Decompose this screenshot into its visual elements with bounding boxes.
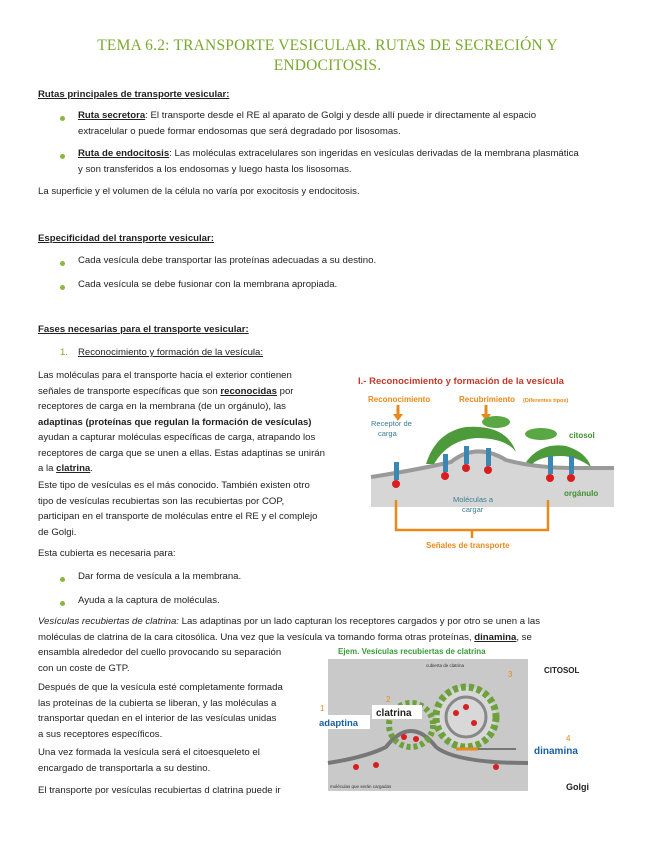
- figure-vesicle-formation: [356, 372, 614, 556]
- fig2-label-dynamin: dinamina: [534, 746, 578, 757]
- bullet-dot: [60, 151, 69, 160]
- fig2-num-3: 3: [508, 670, 513, 679]
- coat-protein: [525, 428, 557, 440]
- paragraph-coat-release: Después de que la vesícula esté completamente formada las proteínas de la cubierta se liberan, y las moléculas a transportar quedan en el interior de las vesículas unidas a sus receptores específicos.: [38, 682, 283, 740]
- fig1-label-molecules-2: cargar: [462, 505, 484, 514]
- fig1-label-recognition: Reconocimiento: [368, 395, 431, 404]
- fig1-label-molecules-1: Moléculas a: [453, 495, 494, 504]
- section-heading-specificity: Especificidad del transporte vesicular:: [38, 233, 214, 244]
- page-title: [40, 36, 615, 76]
- bullet-dot: [60, 258, 69, 267]
- list-item: Cada vesícula se debe fusionar con la membrana apropiada.: [78, 279, 338, 290]
- paragraph-vesicle-types: Este tipo de vesículas es el más conocido. También existen otro tipo de vesículas recubiertas son las recubiertas por COP, participan en el transporte de moléculas entre el RE y el complejo de Golgi.: [38, 480, 318, 538]
- figure-clathrin-vesicles: [316, 645, 614, 805]
- term-secretory: Ruta secretora: [78, 110, 146, 121]
- fig1-label-signals: Señales de transporte: [426, 541, 510, 550]
- fig2-title: Ejem. Vesículas recubiertas de clatrina: [338, 647, 486, 656]
- fig2-num-2: 2: [386, 695, 391, 704]
- fig1-label-types: (Diferentes tipos): [523, 398, 569, 404]
- fig1-label-receptor-1: Receptor de: [371, 419, 412, 428]
- fig1-label-receptor-2: carga: [378, 429, 397, 438]
- term-endocytosis: Ruta de endocitosis: [78, 148, 170, 159]
- fig2-label-molecules: moléculas que serán cargadas: [330, 784, 392, 789]
- fig2-label-cytosol: CITOSOL: [544, 666, 580, 675]
- title-line-1: TEMA 6.2: TRANSPORTE VESICULAR. RUTAS DE SECRECIÓN Y: [97, 37, 558, 54]
- bullet-dot: [60, 598, 69, 607]
- paragraph-coat-needed: Esta cubierta es necesaria para:: [38, 548, 176, 559]
- fig2-label-golgi: Golgi: [566, 782, 589, 792]
- title-line-2: ENDOCITOSIS.: [273, 57, 382, 74]
- section-heading-phases: Fases necesarias para el transporte vesicular:: [38, 324, 249, 335]
- paragraph-clathrin: Vesículas recubiertas de clatrina: Las adaptinas por un lado capturan los receptores cargados y por otro se unen a las moléculas de clatrina de la cara citosólica. Una vez que la vesícula va tomando forma otras proteínas, dinamina, se ensambla alrededor del cuello provocando su separación con un coste de GTP.: [38, 616, 541, 674]
- list-item: Cada vesícula debe transportar las proteínas adecuadas a su destino.: [78, 255, 377, 266]
- list-item: Ayuda a la captura de moléculas.: [78, 595, 220, 606]
- note-surface: La superficie y el volumen de la célula no varía por exocitosis y endocitosis.: [38, 186, 360, 197]
- list-item: Dar forma de vesícula a la membrana.: [78, 571, 242, 582]
- item-number: 1.: [60, 347, 69, 358]
- paragraph-transport-continuation: El transporte por vesículas recubiertas d clatrina puede ir: [38, 785, 281, 796]
- fig2-label-coat: cubierta de clatrina: [426, 663, 465, 668]
- paragraph-cytoskeleton: Una vez formada la vesícula será el citoesqueleto el encargado de transportarla a su destino.: [38, 747, 260, 774]
- fig2-num-4: 4: [566, 734, 571, 743]
- paragraph-recognition: Las moléculas para el transporte hacia el exterior contienen señales de transporte específicas que son reconocidas por receptores de carga en la membrana (de un orgánulo), las adaptinas (proteínas que regulan la formación de vesículas) ayudan a capturar moléculas específicas de carga, atrapando los receptores de carga que se unen a ellas. Estas adaptinas se unirán a la clatrina.: [38, 370, 325, 474]
- fig1-title: I.- Reconocimiento y formación de la vesícula: [358, 376, 564, 387]
- fig1-label-coating: Recubrimiento: [459, 395, 516, 404]
- list-item-endocytosis: Ruta de endocitosis: Las moléculas extracelulares son ingeridas en vesículas derivadas de la membrana plasmática y son transferidos a los endosomas y luego hasta los lisosomas.: [78, 148, 579, 175]
- list-item-secretory: Ruta secretora: El transporte desde el RE al aparato de Golgi y desde allí puede ir directamente al espacio extracelular o puede formar endosomas que será degradado por lisosomas.: [78, 110, 537, 137]
- fig2-num-1: 1: [320, 704, 325, 713]
- bullet-dot: [60, 574, 69, 583]
- coat-protein: [482, 416, 510, 428]
- fig2-label-clathrin: clatrina: [376, 708, 412, 719]
- fig2-label-adaptin: adaptina: [319, 718, 359, 729]
- fig1-label-cytosol: citosol: [569, 431, 595, 440]
- section-heading-routes: Rutas principales de transporte vesicular:: [38, 89, 230, 100]
- item-label-recognition: Reconocimiento y formación de la vesícula:: [78, 347, 264, 358]
- bullet-dot: [60, 282, 69, 291]
- bullet-dot: [60, 113, 69, 122]
- fig1-label-organelle: orgánulo: [564, 489, 599, 498]
